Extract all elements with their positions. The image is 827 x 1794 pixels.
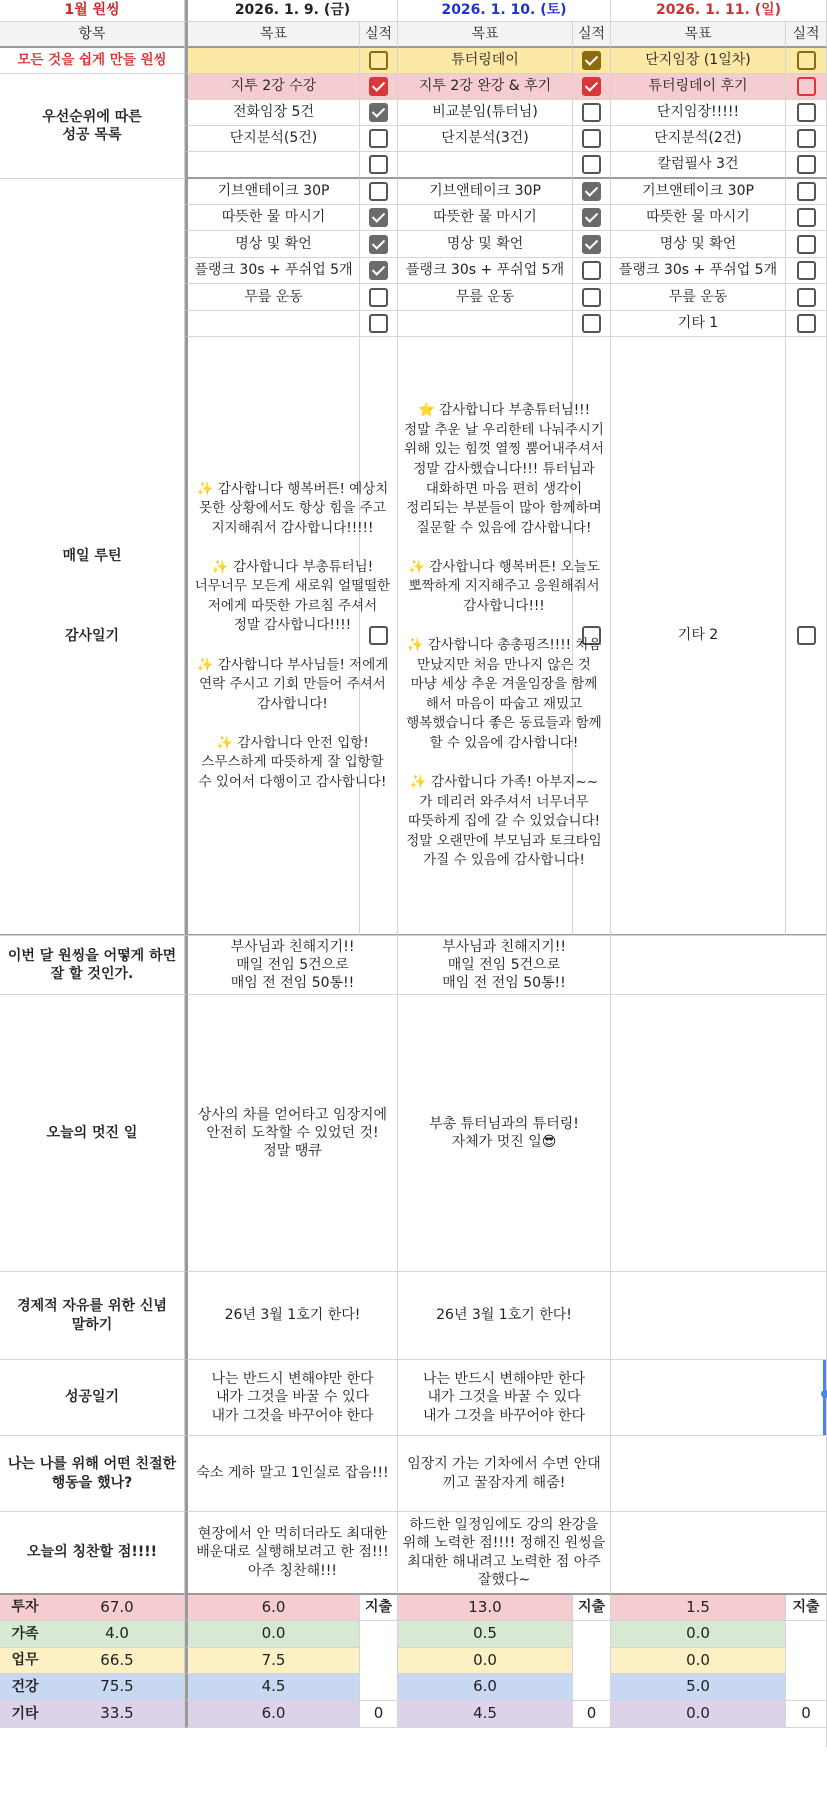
- monthly-plan-entry[interactable]: [611, 936, 827, 995]
- budget-family-day-value[interactable]: 0.5: [398, 1621, 573, 1648]
- one-thing-checkbox-cell[interactable]: [573, 48, 611, 74]
- routine-goal[interactable]: 명상 및 확언: [398, 231, 573, 258]
- priority-goal[interactable]: 비교분임(튜터님): [398, 100, 573, 126]
- checkbox[interactable]: [797, 261, 816, 280]
- checkbox[interactable]: [582, 51, 601, 70]
- monthly-plan-entry[interactable]: 부사님과 친해지기!! 매일 전임 5건으로 매임 전 전임 50통!!: [185, 936, 398, 995]
- checkbox[interactable]: [369, 288, 388, 307]
- checkbox[interactable]: [369, 314, 388, 333]
- checkbox[interactable]: [797, 103, 816, 122]
- budget-health-label[interactable]: 건강: [11, 1678, 39, 1695]
- budget-work-row: [0, 1648, 185, 1674]
- checkbox[interactable]: [582, 182, 601, 201]
- priority-goal[interactable]: 전화임장 5건: [185, 100, 360, 126]
- month-title[interactable]: 1월 원씽: [0, 0, 185, 22]
- checkbox[interactable]: [369, 77, 388, 96]
- kindness-label[interactable]: 나는 나를 위해 어떤 친절한 행동을 했나?: [0, 1436, 185, 1512]
- col-header-goal[interactable]: 목표: [398, 22, 573, 48]
- checkbox[interactable]: [797, 155, 816, 174]
- spend-blank[interactable]: [786, 1621, 827, 1701]
- routine-checkbox-cell[interactable]: [786, 258, 827, 284]
- routine-checkbox-cell[interactable]: [573, 205, 611, 231]
- checkbox[interactable]: [369, 261, 388, 280]
- praise-entry[interactable]: [611, 1512, 827, 1595]
- spend-value[interactable]: 0: [786, 1701, 827, 1728]
- routine-goal[interactable]: 기브앤테이크 30P: [611, 179, 786, 205]
- priority-goal[interactable]: 단지임장!!!!!: [611, 100, 786, 126]
- routine-goal[interactable]: 기타 1: [611, 311, 786, 337]
- priority-goal[interactable]: 칼럼필사 3건: [611, 152, 786, 179]
- budget-health-day-value[interactable]: 5.0: [611, 1674, 786, 1701]
- priority-checkbox-cell[interactable]: [360, 74, 398, 100]
- one-thing-goal[interactable]: 튜터링데이: [398, 48, 573, 74]
- checkbox[interactable]: [797, 288, 816, 307]
- kindness-entry[interactable]: 임장지 가는 기차에서 수면 안대 끼고 꿀잠자게 해줌!: [398, 1436, 611, 1512]
- priority-checkbox-cell[interactable]: [360, 152, 398, 179]
- checkbox[interactable]: [797, 208, 816, 227]
- routine-checkbox-cell[interactable]: [360, 205, 398, 231]
- checkbox[interactable]: [369, 103, 388, 122]
- routine-goal[interactable]: 무릎 운동: [398, 284, 573, 311]
- checkbox[interactable]: [369, 235, 388, 254]
- spend-label[interactable]: 지출: [786, 1595, 827, 1621]
- routine-checkbox-cell[interactable]: [573, 258, 611, 284]
- priorities-label[interactable]: 우선순위에 따른 성공 목록: [0, 74, 185, 179]
- one-thing-goal[interactable]: [185, 48, 360, 74]
- one-thing-label[interactable]: 모든 것을 쉽게 만들 원씽: [0, 48, 185, 74]
- budget-invest-label[interactable]: 투자: [11, 1599, 39, 1616]
- awesome-label[interactable]: 오늘의 멋진 일: [0, 995, 185, 1272]
- col-header-goal[interactable]: 목표: [185, 22, 360, 48]
- checkbox[interactable]: [582, 261, 601, 280]
- routine-goal[interactable]: 무릎 운동: [611, 284, 786, 311]
- budget-health-day-value[interactable]: 6.0: [398, 1674, 573, 1701]
- success-diary-label[interactable]: 성공일기: [0, 1360, 185, 1436]
- routine-checkbox-cell[interactable]: [360, 179, 398, 205]
- awesome-entry[interactable]: 상사의 차를 얻어타고 임장지에 안전히 도착할 수 있었던 것! 정말 땡큐: [185, 995, 398, 1272]
- awesome-entry[interactable]: 부총 튜터님과의 튜터링! 자체가 멋진 일😎: [398, 995, 611, 1272]
- checkbox[interactable]: [797, 235, 816, 254]
- routine-goal[interactable]: 무릎 운동: [185, 284, 360, 311]
- success-diary-entry[interactable]: 나는 반드시 변해야만 한다 내가 그것을 바꿀 수 있다 내가 그것을 바꾸어야 한다: [398, 1360, 611, 1436]
- spend-label[interactable]: 지출: [573, 1595, 611, 1621]
- checkbox[interactable]: [582, 77, 601, 96]
- checkbox[interactable]: [582, 103, 601, 122]
- affirmation-entry[interactable]: [611, 1272, 827, 1360]
- routine-goal[interactable]: 명상 및 확언: [185, 231, 360, 258]
- budget-work-day-value[interactable]: 7.5: [185, 1648, 360, 1674]
- col-header-done[interactable]: 실적: [786, 22, 827, 48]
- one-thing-goal[interactable]: 단지임장 (1일차): [611, 48, 786, 74]
- checkbox[interactable]: [369, 182, 388, 201]
- spend-value[interactable]: 0: [573, 1701, 611, 1728]
- routine-goal[interactable]: 명상 및 확언: [611, 231, 786, 258]
- budget-family-total[interactable]: 4.0: [105, 1624, 129, 1643]
- routine-checkbox-cell[interactable]: [360, 231, 398, 258]
- routine-goal[interactable]: 플랭크 30s + 푸쉬업 5개: [185, 258, 360, 284]
- praise-label[interactable]: 오늘의 칭찬할 점!!!!: [0, 1512, 185, 1595]
- budget-family-row: [0, 1621, 185, 1648]
- routine-checkbox-cell[interactable]: [786, 231, 827, 258]
- budget-family-day-value[interactable]: 0.0: [611, 1621, 786, 1648]
- praise-entry[interactable]: 하드한 일정임에도 강의 완강을 위해 노력한 점!!!! 정해진 원씽을 최대한 해내려고 노력한 점 아주 잘했다~: [398, 1512, 611, 1595]
- priority-goal[interactable]: 단지분석(5건): [185, 126, 360, 152]
- priority-goal[interactable]: 튜터링데이 후기: [611, 74, 786, 100]
- routine-goal[interactable]: 플랭크 30s + 푸쉬업 5개: [611, 258, 786, 284]
- priority-goal[interactable]: 단지분석(3건): [398, 126, 573, 152]
- routine-checkbox-cell[interactable]: [360, 258, 398, 284]
- col-header-item[interactable]: 항목: [0, 22, 185, 48]
- budget-etc-day-value[interactable]: 0.0: [611, 1701, 786, 1728]
- routine-checkbox-cell[interactable]: [786, 179, 827, 205]
- priority-goal[interactable]: 단지분석(2건): [611, 126, 786, 152]
- routine-checkbox-cell[interactable]: [573, 231, 611, 258]
- affirmation-entry[interactable]: 26년 3월 1호기 한다!: [398, 1272, 611, 1360]
- priority-goal[interactable]: [185, 152, 360, 179]
- priority-checkbox-cell[interactable]: [573, 74, 611, 100]
- checkbox[interactable]: [797, 129, 816, 148]
- gratitude-label[interactable]: 감사일기: [0, 337, 185, 936]
- priority-goal[interactable]: 지투 2강 완강 & 후기: [398, 74, 573, 100]
- routine-checkbox-cell[interactable]: [573, 311, 611, 337]
- budget-family-day-value[interactable]: 0.0: [185, 1621, 360, 1648]
- gratitude-entry[interactable]: [611, 337, 827, 936]
- routine-checkbox-cell[interactable]: [786, 284, 827, 311]
- budget-etc-day-value[interactable]: 4.5: [398, 1701, 573, 1728]
- priority-checkbox-cell[interactable]: [573, 126, 611, 152]
- budget-work-day-value[interactable]: 0.0: [398, 1648, 573, 1674]
- budget-etc-label[interactable]: 기타: [11, 1705, 39, 1722]
- checkbox[interactable]: [582, 288, 601, 307]
- priority-checkbox-cell[interactable]: [786, 152, 827, 179]
- checkbox[interactable]: [582, 155, 601, 174]
- budget-invest-day-value[interactable]: 13.0: [398, 1595, 573, 1621]
- one-thing-checkbox-cell[interactable]: [786, 48, 827, 74]
- routine-checkbox-cell[interactable]: [573, 179, 611, 205]
- priority-checkbox-cell[interactable]: [360, 100, 398, 126]
- priority-goal[interactable]: [398, 152, 573, 179]
- checkbox[interactable]: [582, 314, 601, 333]
- routine-checkbox-cell[interactable]: [360, 284, 398, 311]
- gratitude-entry[interactable]: ⭐ 감사합니다 부총튜터님!!! 정말 추운 날 우리한테 나눠주시기 위해 있는 힘껏 열찡 뿜어내주셔서 정말 감사했습니다!!! 튜터님과 대화하면 마음 편히 생각이 정리되는 부분들이 많아 함께하며 질문할 수 있음에 감사합니다! ✨ 감사합니다 행복버튼! 오늘도 뽀짝하게 지지해주고 응원해줘서 감사합니다!!! ✨ 감사합니다 총총핑즈!!!! 처음 만났지만 처음 만나지 않은 것 마냥 세상 추운 겨울임장을 함께 해서 마음이 따숩고 재밌고 행복했습니다 좋은 동료들과 함께 할 수 있음에 감사합니다! ✨ 감사합니다 가족! 아부지~~가 데리러 와주셔서 너무너무 따뜻하게 집에 갈 수 있었습니다! 정말 오랜만에 부모님과 토크타임 가질 수 있음에 감사합니다!: [398, 337, 611, 936]
- date-day1[interactable]: 2026. 1. 9. (금): [185, 0, 398, 22]
- routine-goal[interactable]: 기타 2: [611, 337, 786, 936]
- checkbox[interactable]: [369, 51, 388, 70]
- routine-label[interactable]: 매일 루틴: [0, 179, 185, 936]
- routine-goal[interactable]: [398, 311, 573, 337]
- routine-checkbox-cell[interactable]: [360, 311, 398, 337]
- checkbox[interactable]: [797, 314, 816, 333]
- checkbox[interactable]: [797, 51, 816, 70]
- routine-goal[interactable]: 따뜻한 물 마시기: [398, 205, 573, 231]
- routine-goal[interactable]: 따뜻한 물 마시기: [185, 205, 360, 231]
- budget-health-day-value[interactable]: 4.5: [185, 1674, 360, 1701]
- budget-etc-total[interactable]: 33.5: [100, 1704, 134, 1723]
- priority-checkbox-cell[interactable]: [573, 100, 611, 126]
- budget-family-label[interactable]: 가족: [11, 1625, 39, 1642]
- awesome-entry[interactable]: [611, 995, 827, 1272]
- affirmation-label[interactable]: 경제적 자유를 위한 신념 말하기: [0, 1272, 185, 1360]
- spend-blank[interactable]: [573, 1621, 611, 1701]
- routine-checkbox-cell[interactable]: [786, 205, 827, 231]
- budget-health-row: [0, 1674, 185, 1701]
- budget-work-day-value[interactable]: 0.0: [611, 1648, 786, 1674]
- checkbox[interactable]: [582, 235, 601, 254]
- checkbox[interactable]: [797, 77, 816, 96]
- affirmation-entry[interactable]: 26년 3월 1호기 한다!: [185, 1272, 398, 1360]
- budget-work-label[interactable]: 업무: [11, 1652, 39, 1669]
- routine-checkbox-cell[interactable]: [573, 284, 611, 311]
- routine-goal[interactable]: [185, 311, 360, 337]
- checkbox[interactable]: [369, 129, 388, 148]
- priority-checkbox-cell[interactable]: [786, 126, 827, 152]
- success-diary-entry[interactable]: 나는 반드시 변해야만 한다 내가 그것을 바꿀 수 있다 내가 그것을 바꾸어야 한다: [185, 1360, 398, 1436]
- praise-entry[interactable]: 현장에서 안 먹히더라도 최대한 배운대로 실행해보려고 한 점!!! 아주 칭찬해!!!: [185, 1512, 398, 1595]
- success-diary-entry[interactable]: [611, 1360, 827, 1436]
- routine-goal[interactable]: 기브앤테이크 30P: [398, 179, 573, 205]
- budget-invest-day-value[interactable]: 6.0: [185, 1595, 360, 1621]
- priority-checkbox-cell[interactable]: [786, 100, 827, 126]
- selection-handle[interactable]: [821, 1390, 827, 1398]
- gratitude-entry[interactable]: ✨ 감사합니다 행복버튼! 예상치 못한 상황에서도 항상 힘을 주고 지지해줘서 감사합니다!!!!! ✨ 감사합니다 부총튜터님! 너무너무 모든게 새로워 얼떨떨한 저에게 따뜻한 가르침 주셔서 정말 감사합니다!!!! ✨ 감사합니다 부사님들! 저에게 연락 주시고 기회 만들어 주셔서 감사합니다! ✨ 감사합니다 안전 입항! 스무스하게 따뜻하게 잘 입항할 수 있어서 다행이고 감사합니다!: [185, 337, 398, 936]
- budget-etc-row: [0, 1701, 185, 1728]
- col-header-done[interactable]: 실적: [573, 22, 611, 48]
- budget-invest-total[interactable]: 67.0: [100, 1597, 134, 1616]
- spend-value[interactable]: 0: [360, 1701, 398, 1728]
- checkbox[interactable]: [582, 129, 601, 148]
- date-day3[interactable]: 2026. 1. 11. (일): [611, 0, 827, 22]
- budget-invest-row: [0, 1595, 185, 1621]
- spend-blank[interactable]: [360, 1621, 398, 1701]
- routine-goal[interactable]: 플랭크 30s + 푸쉬업 5개: [398, 258, 573, 284]
- checkbox[interactable]: [797, 182, 816, 201]
- routine-checkbox-cell[interactable]: [786, 311, 827, 337]
- checkbox[interactable]: [582, 208, 601, 227]
- budget-etc-day-value[interactable]: 6.0: [185, 1701, 360, 1728]
- priority-checkbox-cell[interactable]: [360, 126, 398, 152]
- priority-checkbox-cell[interactable]: [573, 152, 611, 179]
- date-day2[interactable]: 2026. 1. 10. (토): [398, 0, 611, 22]
- budget-health-total[interactable]: 75.5: [100, 1677, 134, 1696]
- budget-work-total[interactable]: 66.5: [100, 1650, 134, 1669]
- checkbox[interactable]: [369, 155, 388, 174]
- checkbox[interactable]: [369, 208, 388, 227]
- routine-goal[interactable]: 기브앤테이크 30P: [185, 179, 360, 205]
- kindness-entry[interactable]: 숙소 게하 말고 1인실로 잡음!!!: [185, 1436, 398, 1512]
- one-thing-checkbox-cell[interactable]: [360, 48, 398, 74]
- monthly-plan-entry[interactable]: 부사님과 친해지기!! 매일 전임 5건으로 매임 전 전임 50통!!: [398, 936, 611, 995]
- routine-goal[interactable]: 따뜻한 물 마시기: [611, 205, 786, 231]
- col-header-goal[interactable]: 목표: [611, 22, 786, 48]
- priority-goal[interactable]: 지투 2강 수강: [185, 74, 360, 100]
- spend-label[interactable]: 지출: [360, 1595, 398, 1621]
- priority-checkbox-cell[interactable]: [786, 74, 827, 100]
- budget-invest-day-value[interactable]: 1.5: [611, 1595, 786, 1621]
- partial-row: [0, 1728, 827, 1747]
- monthly-plan-label[interactable]: 이번 달 원씽을 어떻게 하면 잘 할 것인가.: [0, 936, 185, 995]
- kindness-entry[interactable]: [611, 1436, 827, 1512]
- col-header-done[interactable]: 실적: [360, 22, 398, 48]
